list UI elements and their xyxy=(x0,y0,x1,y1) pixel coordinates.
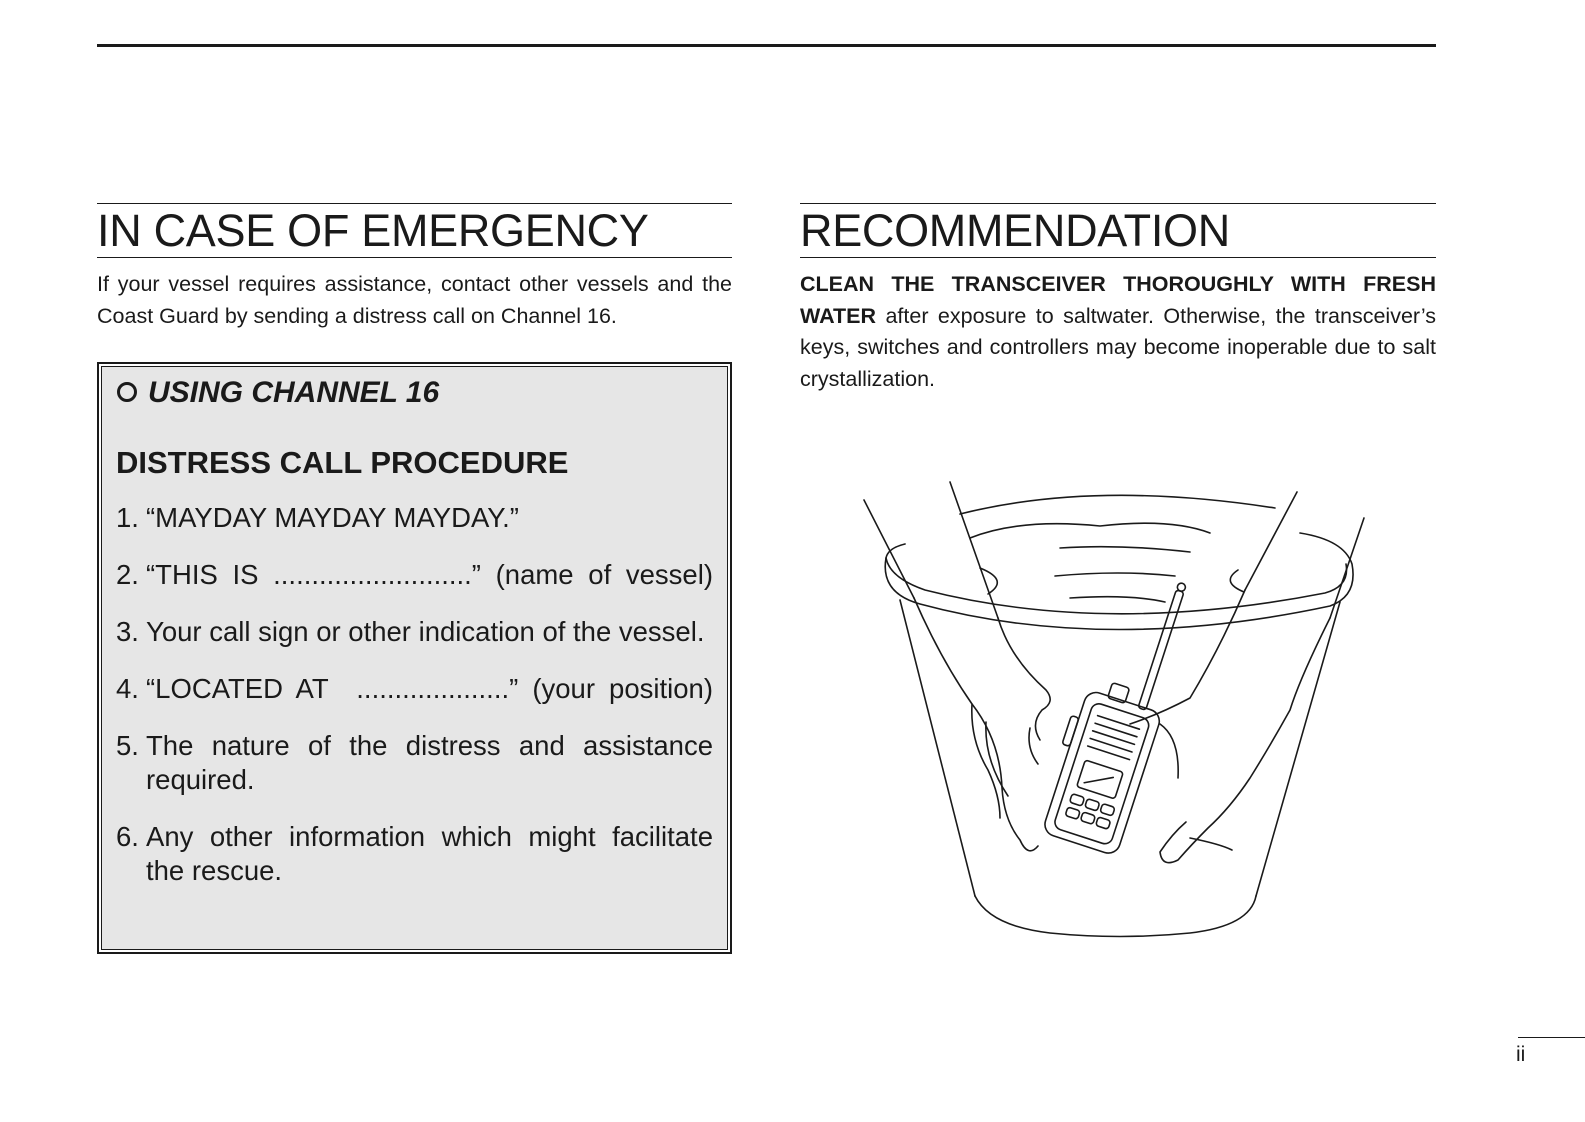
bucket-side-right xyxy=(1256,602,1340,896)
list-item xyxy=(116,672,713,706)
emergency-intro: If your vessel requires assistance, contact other vessels and the Coast Guard by sending a distress call on Channel 16. xyxy=(97,272,732,328)
bucket-bottom xyxy=(975,896,1256,937)
right-arm xyxy=(1330,518,1364,618)
distress-steps-list xyxy=(116,501,713,888)
step-number: 3. xyxy=(116,616,139,647)
step-text: Any other information which might facilitate the rescue. xyxy=(146,821,713,886)
distress-procedure-title: DISTRESS CALL PROCEDURE xyxy=(116,445,569,480)
list-item xyxy=(116,729,713,797)
step-text: “THIS IS ..........................” (name of vessel) xyxy=(146,559,713,590)
recommendation-bold-lead: CLEAN THE TRANSCEIVER THOROUGHLY WITH FRESH WATER xyxy=(800,272,1436,328)
page-number-rule xyxy=(1518,1037,1585,1038)
list-item xyxy=(116,501,713,535)
left-hand xyxy=(914,598,1038,851)
channel-16-heading xyxy=(116,373,713,413)
list-item xyxy=(116,820,713,888)
step-number: 1. xyxy=(116,502,139,533)
step-number: 5. xyxy=(116,730,139,761)
recommendation-text xyxy=(800,269,1436,395)
step-number: 4. xyxy=(116,673,139,704)
hollow-circle-bullet-icon xyxy=(116,381,138,403)
recommendation-title: RECOMMENDATION xyxy=(800,203,1436,258)
step-number: 6. xyxy=(116,821,139,852)
recommendation-body: after exposure to saltwater. Otherwise, the transceiver’s keys, switches and controllers may become inoperable due to salt crystallization. xyxy=(800,303,1436,391)
bucket-rim-left-curl xyxy=(886,544,905,558)
distress-procedure-box xyxy=(97,362,732,954)
water-line xyxy=(1070,597,1165,602)
right-hand-finger xyxy=(1190,838,1232,850)
bucket-rim-inner xyxy=(886,558,1347,614)
page-number: ii xyxy=(1516,1043,1526,1066)
water-line xyxy=(1055,573,1175,576)
bucket-rim-back xyxy=(960,495,1275,514)
step-text: Your call sign or other indication of the vessel. xyxy=(146,616,705,647)
step-text: “LOCATED AT ....................” (your position) xyxy=(146,673,713,704)
bucket-washing-illustration xyxy=(860,478,1370,948)
left-hand-finger xyxy=(972,704,1000,818)
water-line xyxy=(970,523,1210,538)
handheld-radio-icon xyxy=(1034,563,1202,856)
bucket-side-left xyxy=(900,600,975,896)
ripple xyxy=(1230,570,1244,592)
step-text: The nature of the distress and assistance required. xyxy=(146,730,713,795)
top-rule xyxy=(97,44,1436,47)
distress-procedure-panel xyxy=(101,366,728,950)
channel-16-heading-text: USING CHANNEL 16 xyxy=(148,376,440,409)
list-item xyxy=(116,558,713,592)
list-item xyxy=(116,615,713,649)
left-hand xyxy=(998,618,1050,740)
right-hand xyxy=(1160,618,1330,863)
emergency-title: IN CASE OF EMERGENCY xyxy=(97,203,732,258)
step-text: “MAYDAY MAYDAY MAYDAY.” xyxy=(146,502,519,533)
step-number: 2. xyxy=(116,559,139,590)
water-line xyxy=(1060,547,1190,552)
right-hand-finger xyxy=(1160,724,1178,778)
